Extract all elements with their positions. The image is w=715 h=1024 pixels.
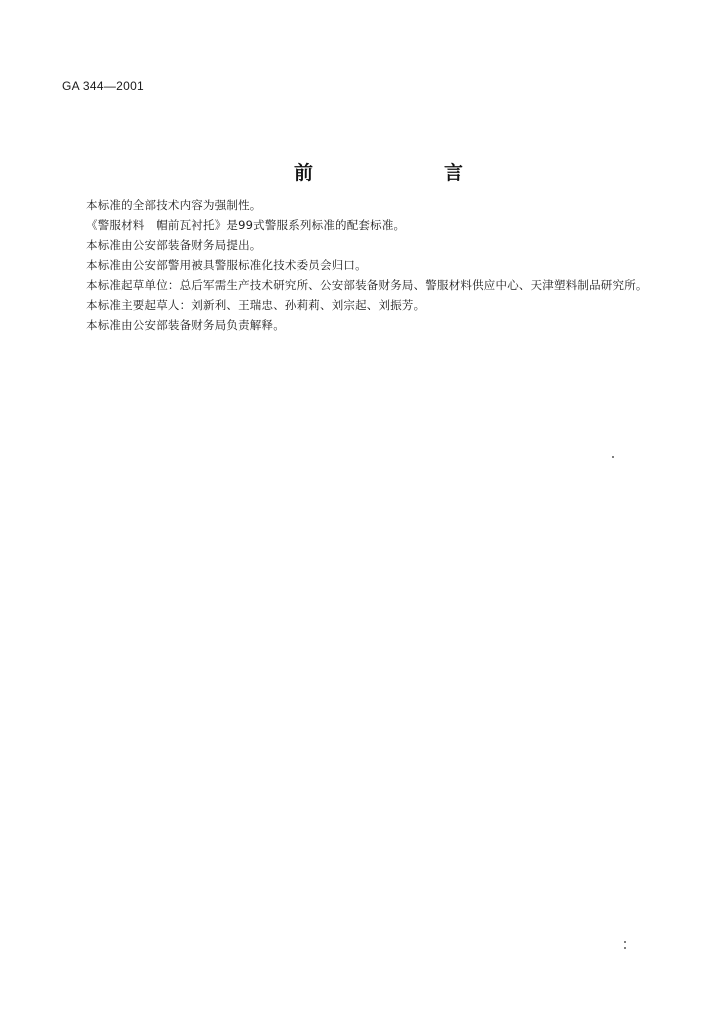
paragraph-main-drafters: 本标准主要起草人：刘新利、王瑞忠、孙莉莉、刘宗起、刘振芳。: [86, 298, 426, 312]
scan-speck: [624, 941, 626, 943]
paragraph-drafting-units: 本标准起草单位：总后军需生产技术研究所、公安部装备财务局、警服材料供应中心、天津塑料制品研究所。: [86, 278, 648, 292]
scan-speck: [612, 456, 614, 458]
page-title: 前 言: [294, 162, 520, 184]
standard-code: GA 344—2001: [62, 79, 145, 93]
paragraph-proposer: 本标准由公安部装备财务局提出。: [86, 238, 262, 252]
paragraph-interpretation: 本标准由公安部装备财务局负责解释。: [86, 318, 285, 332]
foreword-body: [62, 195, 652, 335]
paragraph-mandatory: 本标准的全部技术内容为强制性。: [86, 198, 262, 212]
scan-speck: [624, 947, 626, 949]
paragraph-responsible-committee: 本标准由公安部警用被具警服标准化技术委员会归口。: [86, 258, 367, 272]
paragraph-supporting-standard: 《警服材料 帽前瓦衬托》是99式警服系列标准的配套标准。: [86, 218, 406, 232]
